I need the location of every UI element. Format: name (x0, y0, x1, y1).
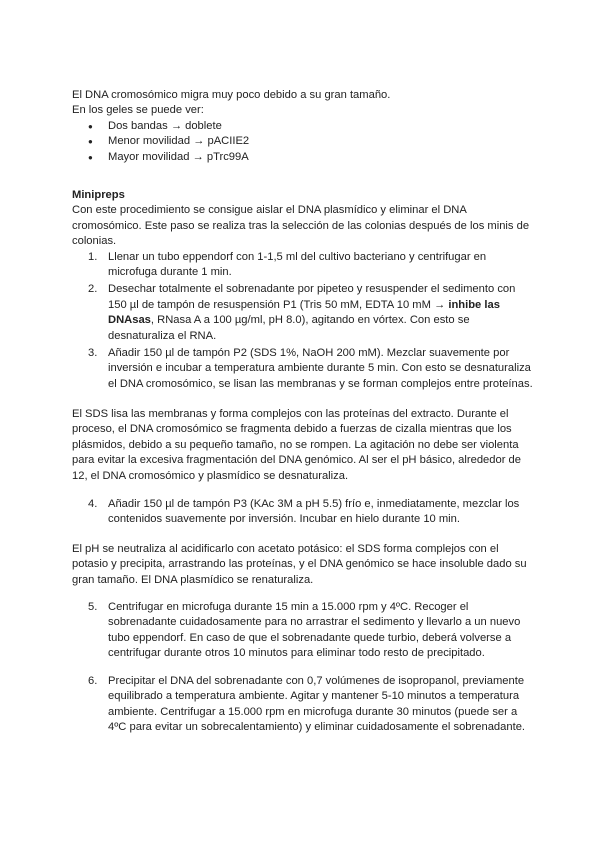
list-item: ● Dos bandas → doblete (72, 119, 534, 134)
step-number: 5. (88, 601, 98, 613)
step-5-block (72, 600, 534, 662)
minipreps-intro: Con este procedimiento se consigue aislar el DNA plasmídico y eliminar el DNA cromosómico. Este paso se realiza tras la selección de las colonias después de los minis de colonias. (72, 204, 530, 248)
step-3 (72, 346, 534, 392)
intro-line-2: En los geles se puede ver: (72, 104, 204, 117)
step-text: Añadir 150 µl de tampón P3 (KAc 3M a pH 5.5) frío e, inmediatamente, mezclar los contenidos suavemente por inversión. Incubar en hielo durante 10 min. (108, 498, 520, 526)
step-4 (72, 497, 534, 528)
intro-line-1: El DNA cromosómico migra muy poco debido a su gran tamaño. (72, 89, 391, 101)
list-item: ● Menor movilidad → pACIIE2 (72, 134, 534, 149)
step-1 (72, 250, 534, 281)
step-text-bold: inhibe las DNAsas (108, 298, 500, 327)
section-heading: Minipreps (72, 189, 125, 201)
step-number: 4. (88, 498, 98, 510)
step-number: 1. (88, 250, 98, 263)
step-2 (72, 282, 534, 344)
ph-paragraph: El pH se neutraliza al acidificarlo con acetato potásico: el SDS forma complejos con el potasio y precipita, arrastrando las proteínas, y el DNA genómico se hace insoluble dado su gran tamaño. El DNA plasmídico se renaturaliza. (72, 543, 527, 586)
step-6 (72, 674, 534, 736)
step-number: 6. (88, 675, 98, 687)
bullet-list (72, 119, 534, 165)
intro-section (72, 88, 534, 165)
step-4-block (72, 497, 534, 528)
step-5 (72, 600, 534, 662)
ph-paragraph-block (72, 542, 534, 588)
step-text: Añadir 150 µl de tampón P2 (SDS 1%, NaOH 200 mM). Mezclar suavemente por inversión e incubar a temperatura ambiente durante 5 min. Con esto se desnaturaliza el DNA cromosómico, se lisan las membranas y se forman complejos entre proteínas. (108, 347, 533, 390)
step-text: Precipitar el DNA del sobrenadante con 0,7 volúmenes de isopropanol, previamente equilibrado a temperatura ambiente. Agitar y mantener 5-10 minutos a temperatura ambiente. Centrifugar a 15.000 rpm en microfuga durante 30 minutos (puede ser a 4ºC para evitar un sobrecalentamiento) y eliminar cuidadosamente el sobrenadante. (108, 675, 526, 734)
sds-paragraph: El SDS lisa las membranas y forma complejos con las proteínas del extracto. Durante el proceso, el DNA cromosómico se fragmenta debido a fuerzas de cizalla mientras que los plásmidos, debido a su pequeño tamaño, no se rompen. La agitación no debe ser violenta para evitar la excesiva fragmentación del DNA genómico. Al ser el pH básico, alrededor de 12, el DNA cromosómico y plasmídico se desnaturaliza. (72, 408, 521, 482)
step-6-block (72, 674, 534, 736)
list-item: ● Mayor movilidad → pTrc99A (72, 150, 534, 165)
step-text: Centrifugar en microfuga durante 15 min a 15.000 rpm y 4ºC. Recoger el sobrenadante cuidadosamente para no arrastrar el sedimento y llevarlo a un nuevo tubo eppendorf. En caso de que el sobrenadante quede turbio, deberá volverse a centrifugar durante otros 10 minutos para eliminar todo resto de precipitado. (108, 601, 521, 660)
step-number: 3. (88, 347, 98, 360)
sds-paragraph-block (72, 407, 534, 484)
step-text-end: , RNasa A a 100 µg/ml, pH 8.0), agitando en vórtex. Con esto se desnaturaliza el RNA. (108, 314, 470, 342)
step-text: Llenar un tubo eppendorf con 1-1,5 ml del cultivo bacteriano y centrifugar en microfuga durante 1 min. (108, 250, 487, 279)
step-text: Desechar totalmente el sobrenadante por pipeteo y resuspender el sedimento con 150 µl de tampón de resuspensión P1 (Tris 50 mM, EDTA 10 mM → (108, 283, 516, 311)
minipreps-section (72, 188, 534, 392)
step-number: 2. (88, 283, 98, 296)
